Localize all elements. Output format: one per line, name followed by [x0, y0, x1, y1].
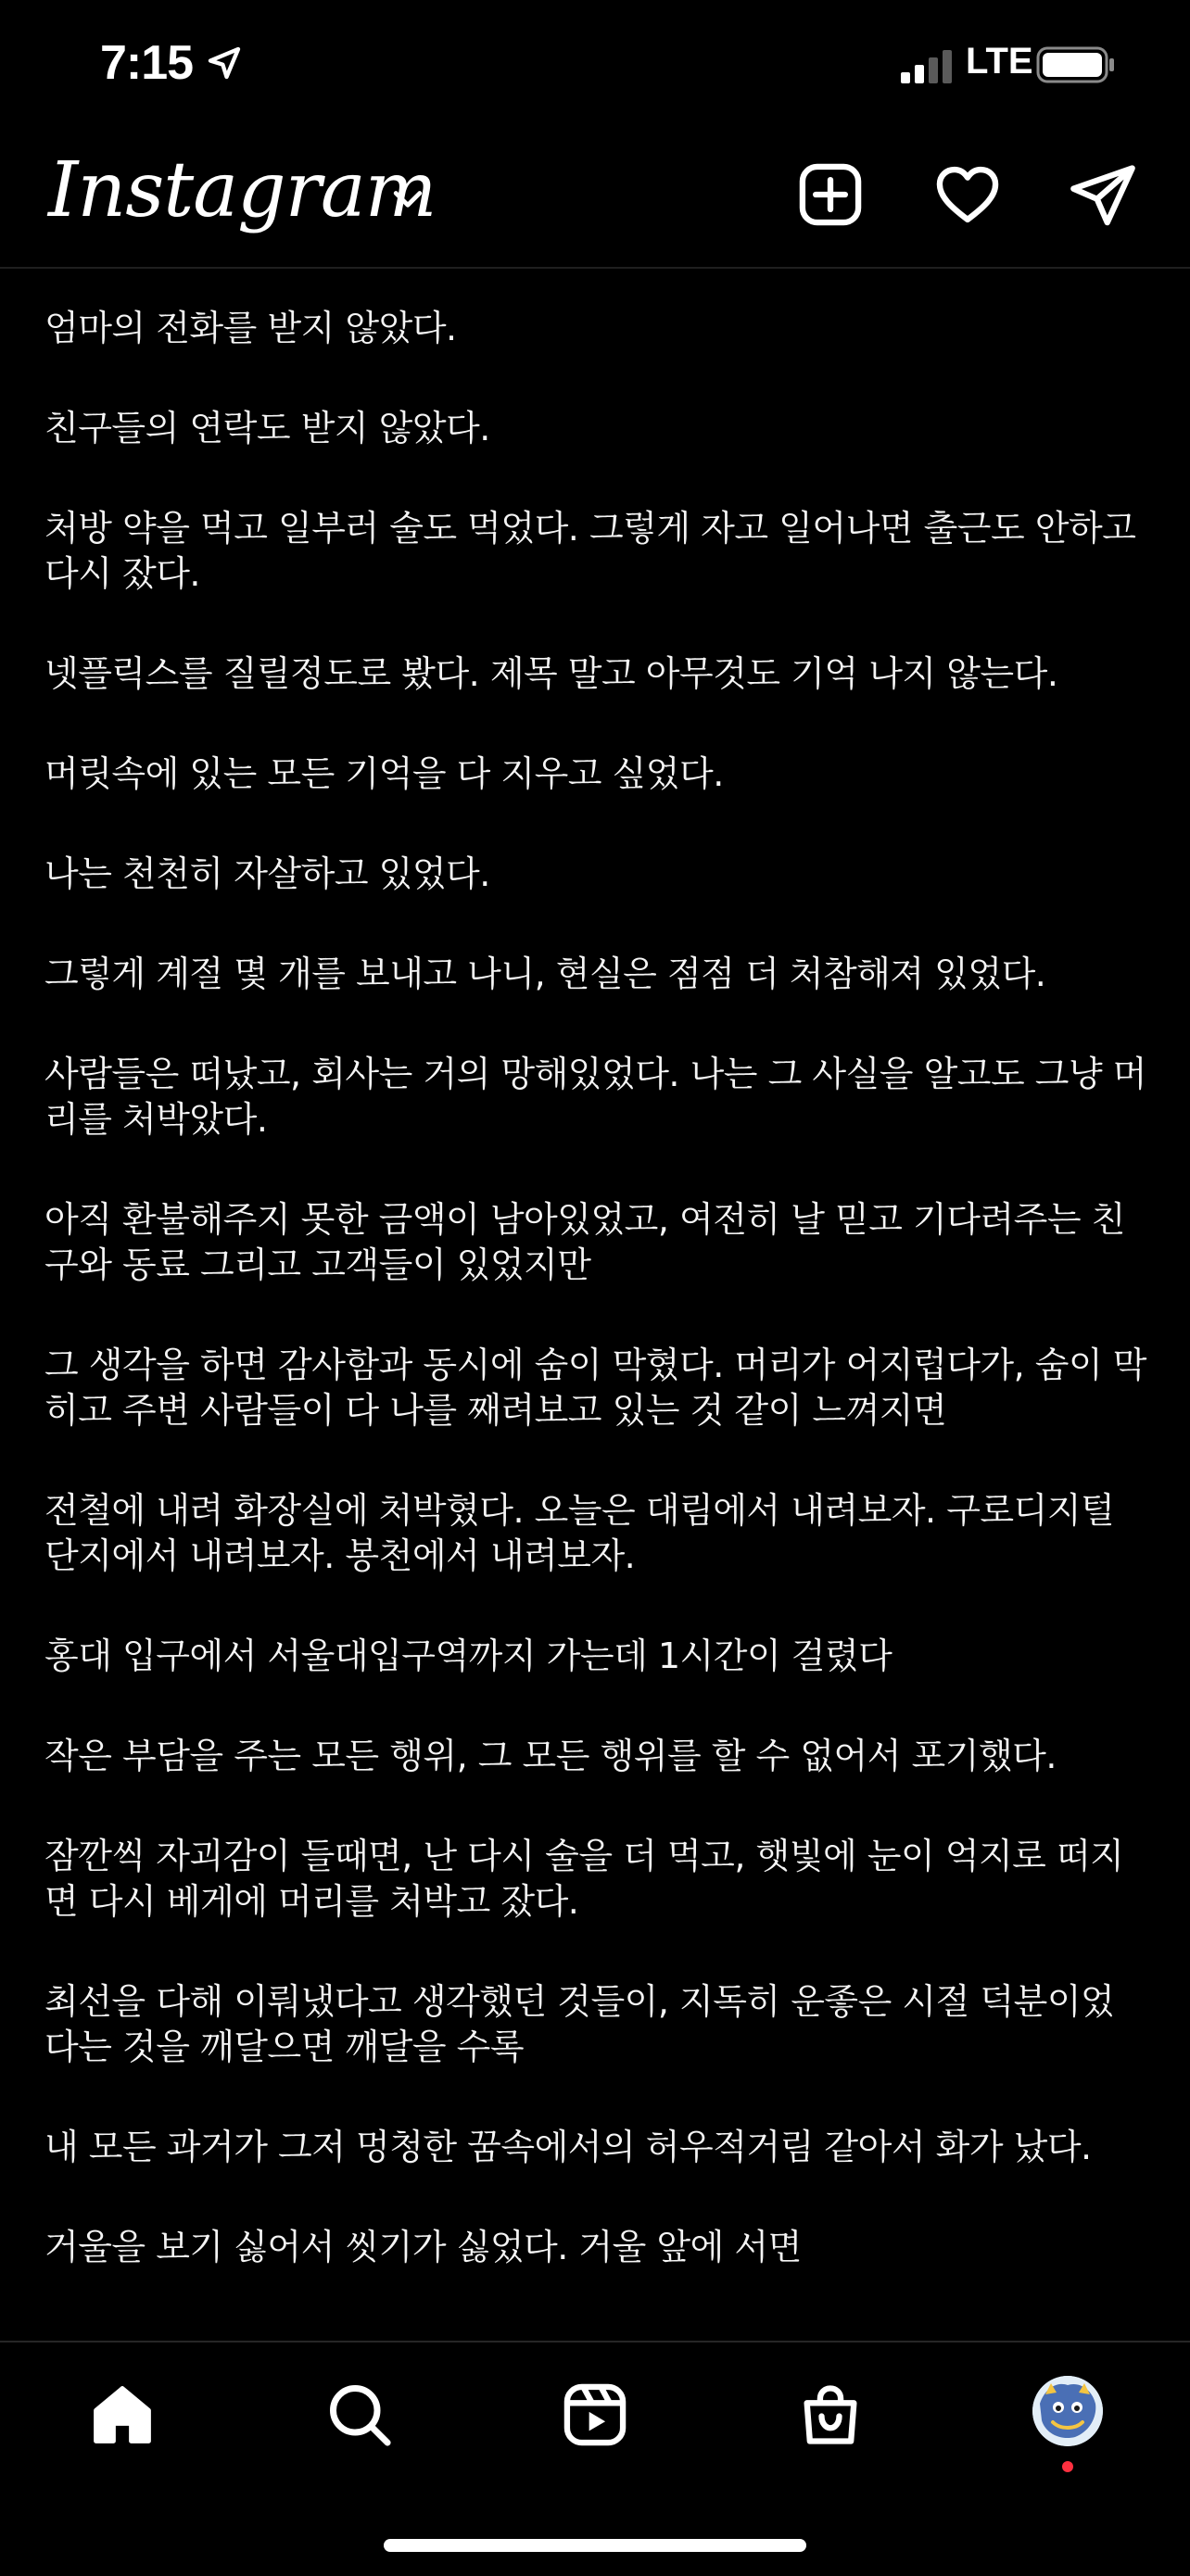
battery-icon [1036, 46, 1116, 83]
caption-paragraph: 머릿속에 있는 모든 기억을 다 지우고 싶었다. [44, 753, 724, 794]
direct-message-icon[interactable] [1068, 159, 1138, 230]
app-header [0, 139, 1190, 269]
chevron-down-icon[interactable] [387, 178, 428, 219]
caption-paragraph: 넷플릭스를 질릴정도로 봤다. 제목 말고 아무것도 기억 나지 않는다. [44, 653, 1058, 694]
new-post-icon[interactable] [795, 159, 866, 230]
status-bar [0, 0, 1190, 139]
network-type-label: LTE [966, 41, 1033, 82]
profile-avatar[interactable] [1032, 2376, 1103, 2446]
caption-paragraph: 그렇게 계절 몇 개를 보내고 나니, 현실은 점점 더 처참해져 있었다. [44, 953, 1046, 994]
caption-paragraph: 아직 환불해주지 못한 금액이 남아있었고, 여전히 날 믿고 기다려주는 친구와 동료 그리고 고객들이 있었지만 [44, 1199, 1125, 1285]
caption-paragraph: 엄마의 전화를 받지 않았다. [44, 308, 457, 348]
caption-paragraph: 거울을 보기 싫어서 씻기가 싫었다. 거울 앞에 서면 [44, 2227, 802, 2267]
location-arrow-icon [206, 44, 243, 82]
home-indicator[interactable] [384, 2539, 806, 2552]
caption-paragraph: 나는 천천히 자살하고 있었다. [44, 853, 490, 894]
home-icon[interactable] [87, 2380, 158, 2450]
notification-dot [1062, 2461, 1073, 2472]
caption-paragraph: 내 모든 과거가 그저 멍청한 꿈속에서의 허우적거림 같아서 화가 났다. [44, 2127, 1092, 2167]
shop-icon[interactable] [795, 2380, 866, 2450]
status-time: 7:15 [100, 36, 194, 90]
reels-icon[interactable] [560, 2380, 630, 2450]
caption-paragraph: 잠깐씩 자괴감이 들때면, 난 다시 술을 더 먹고, 햇빛에 눈이 억지로 떠지면 다시 베게에 머리를 처박고 잤다. [44, 1836, 1124, 1922]
caption-paragraph: 작은 부담을 주는 모든 행위, 그 모든 행위를 할 수 없어서 포기했다. [44, 1736, 1057, 1776]
caption-paragraph: 그 생각을 하면 감사함과 동시에 숨이 막혔다. 머리가 어지럽다가, 숨이 막히고 주변 사람들이 다 나를 째려보고 있는 것 같이 느껴지면 [44, 1345, 1146, 1431]
caption-paragraph: 사람들은 떠났고, 회사는 거의 망해있었다. 나는 그 사실을 알고도 그냥 머리를 처박았다. [44, 1054, 1146, 1140]
caption-paragraph: 친구들의 연락도 받지 않았다. [44, 408, 490, 448]
heart-icon[interactable] [932, 159, 1003, 230]
cellular-signal-icon [899, 50, 955, 83]
instagram-logo[interactable]: Instagram [48, 146, 437, 234]
post-caption [44, 306, 1147, 2339]
caption-paragraph: 홍대 입구에서 서울대입구역까지 가는데 1시간이 걸렸다 [44, 1635, 892, 1676]
caption-paragraph: 전철에 내려 화장실에 처박혔다. 오늘은 대림에서 내려보자. 구로디지털단지에서 내려보자. 봉천에서 내려보자. [44, 1490, 1115, 1576]
caption-paragraph: 처방 약을 먹고 일부러 술도 먹었다. 그렇게 자고 일어나면 출근도 안하고 다시 잤다. [44, 508, 1136, 594]
caption-paragraph: 최선을 다해 이뤄냈다고 생각했던 것들이, 지독히 운좋은 시절 덕분이었다는 것을 깨달으면 깨달을 수록 [44, 1981, 1115, 2067]
search-icon[interactable] [324, 2380, 395, 2450]
